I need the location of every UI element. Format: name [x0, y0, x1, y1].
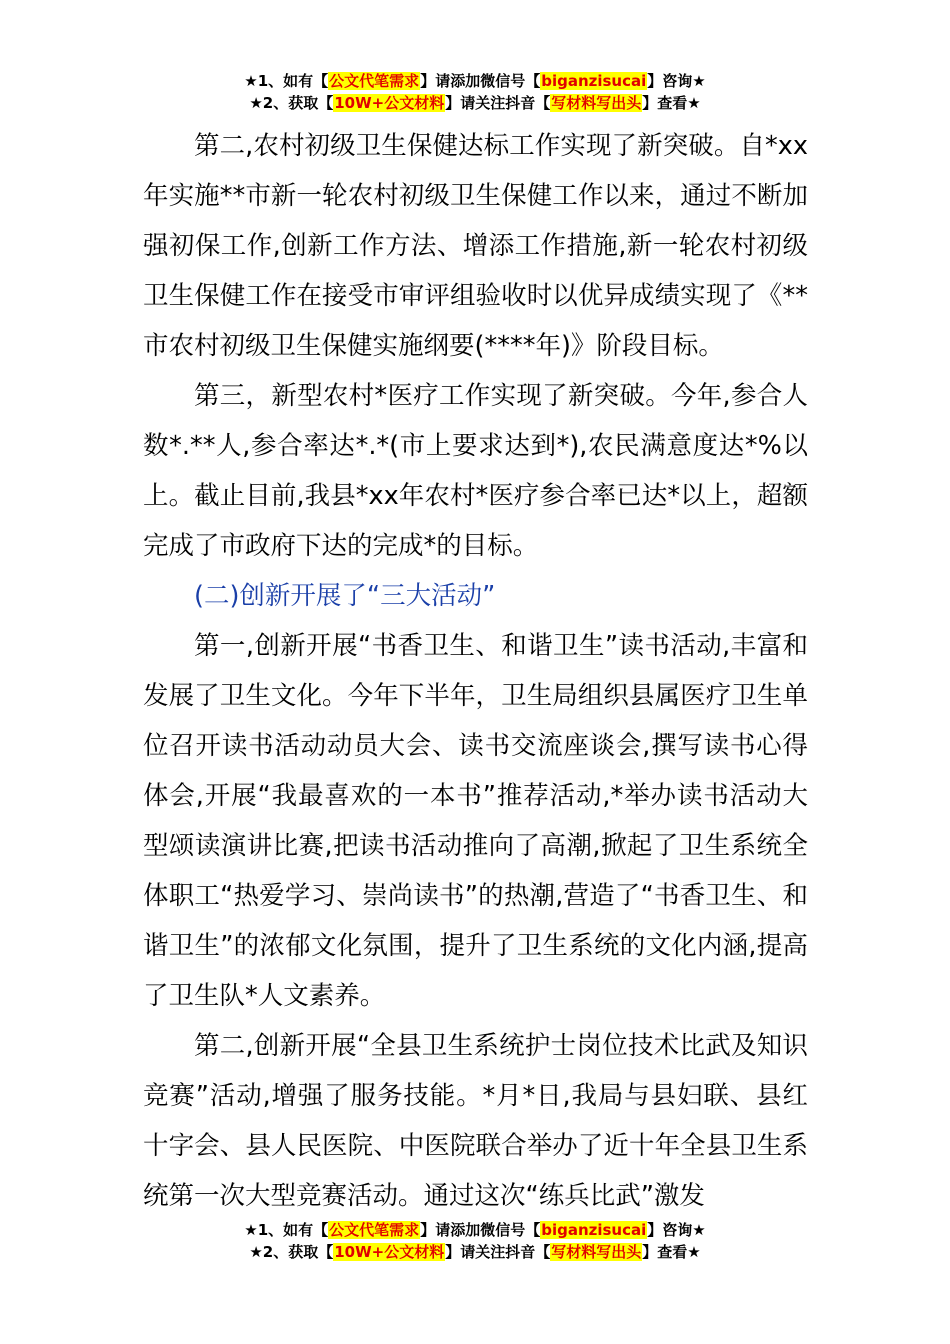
- promo-text: 】请添加微信号【: [420, 1221, 541, 1239]
- promo-text: 】咨询★: [647, 1221, 706, 1239]
- promo-line-2: [0, 92, 950, 114]
- promo-highlight: 公文代笔需求: [329, 72, 420, 90]
- paragraph: 第二,农村初级卫生保健达标工作实现了新突破。自*xx年实施**市新一轮农村初级卫生保健工作以来，通过不断加强初保工作,创新工作方法、增添工作措施,新一轮农村初级卫生保健工作在接受市审评组验收时以优异成绩实现了《**市农村初级卫生保健实施纲要(****年)》阶段目标。: [143, 131, 808, 361]
- paragraph: 第二,创新开展“全县卫生系统护士岗位技术比武及知识竞赛”活动,增强了服务技能。*月*日,我局与县妇联、县红十字会、县人民医院、中医院联合举办了近十年全县卫生系统第一次大型竞赛活动。通过这次“练兵比武”激发: [143, 1031, 808, 1211]
- promo-text: ★1、如有【: [244, 1221, 329, 1239]
- promo-line-1: [0, 70, 950, 92]
- promo-banner-bottom: [0, 1219, 950, 1263]
- promo-text: ★2、获取【: [249, 94, 334, 112]
- douyin-account: 写材料写出头: [551, 94, 642, 112]
- promo-text: ★2、获取【: [249, 1243, 334, 1261]
- wechat-id: biganzisucai: [541, 72, 647, 90]
- paragraph: 第一,创新开展“书香卫生、和谐卫生”读书活动,丰富和发展了卫生文化。今年下半年，卫生局组织县属医疗卫生单位召开读书活动动员大会、读书交流座谈会,撰写读书心得体会,开展“我最喜欢的一本书”推荐活动,*举办读书活动大型颂读演讲比赛,把读书活动推向了高潮,掀起了卫生系统全体职工“热爱学习、崇尚读书”的热潮,营造了“书香卫生、和谐卫生”的浓郁文化氛围，提升了卫生系统的文化内涵,提高了卫生队*人文素养。: [143, 631, 808, 1011]
- promo-text: 】请关注抖音【: [445, 94, 551, 112]
- promo-highlight: 公文代笔需求: [329, 1221, 420, 1239]
- promo-text: 】请关注抖音【: [445, 1243, 551, 1261]
- promo-highlight: 10W+公文材料: [334, 94, 445, 112]
- douyin-account: 写材料写出头: [551, 1243, 642, 1261]
- promo-text: 】查看★: [642, 94, 701, 112]
- section-heading: (二)创新开展了“三大活动”: [194, 581, 496, 611]
- document-body: [143, 121, 808, 1221]
- promo-text: 】查看★: [642, 1243, 701, 1261]
- promo-banner-top: [0, 70, 950, 114]
- paragraph: 第三，新型农村*医疗工作实现了新突破。今年,参合人数*.**人,参合率达*.*(市上要求达到*),农民满意度达*%以上。截止目前,我县*xx年农村*医疗参合率已达*以上，超额完成了市政府下达的完成*的目标。: [143, 381, 808, 561]
- promo-line-1: [0, 1219, 950, 1241]
- wechat-id: biganzisucai: [541, 1221, 647, 1239]
- promo-line-2: [0, 1241, 950, 1263]
- promo-text: 】请添加微信号【: [420, 72, 541, 90]
- promo-text: 】咨询★: [647, 72, 706, 90]
- promo-highlight: 10W+公文材料: [334, 1243, 445, 1261]
- promo-text: ★1、如有【: [244, 72, 329, 90]
